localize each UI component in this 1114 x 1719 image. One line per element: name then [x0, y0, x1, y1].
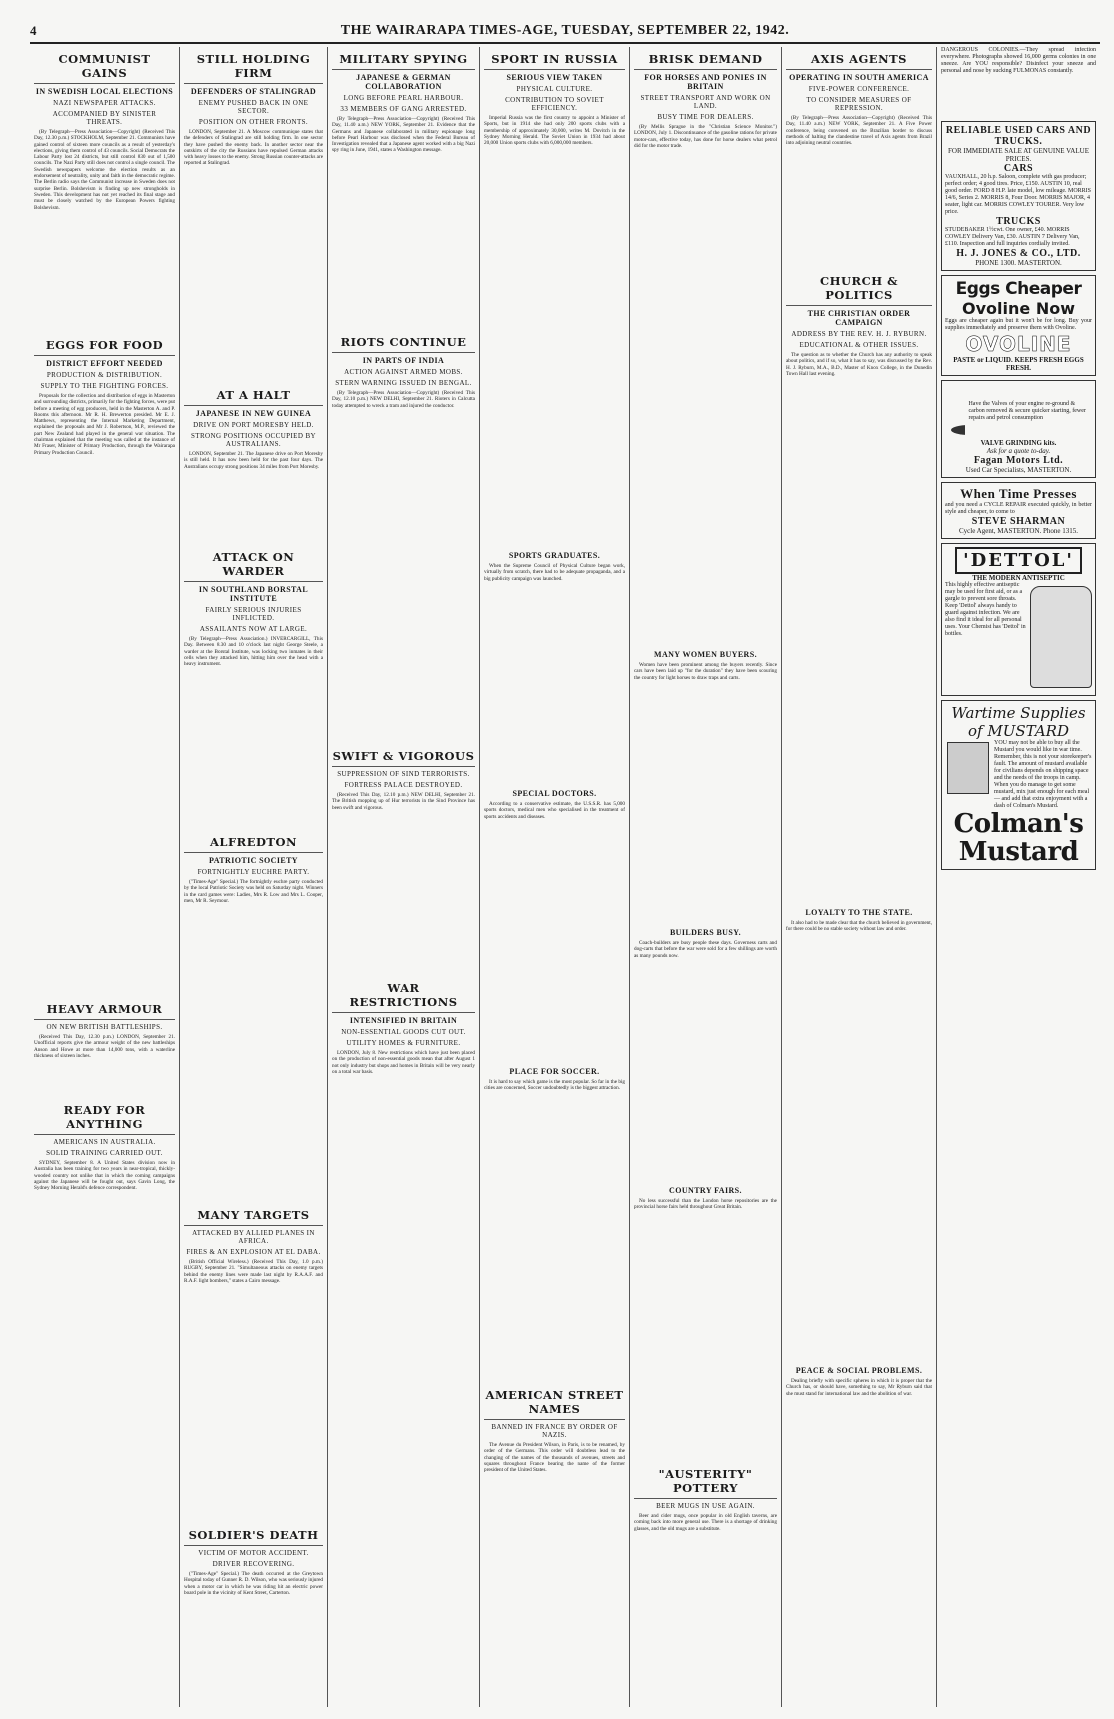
article-military-spying [332, 49, 475, 326]
subhead: SERIOUS VIEW TAKEN [506, 73, 603, 82]
ad-line: Cycle Agent, MASTERTON. Phone 1315. [958, 527, 1079, 535]
section-sports-graduates [484, 551, 625, 783]
article-text: LONDON, September 21. A Moscow communique states that the defenders of Stalingrad are still holding firm. In one sector they have pushed the enemy back. In another sector near the outskirts of the city the Russians have repulsed German attacks with heavy losses to the enemy. Strong Russian counter-attacks are reported at Stalingrad. [184, 129, 323, 167]
article-eggs-for-food [34, 335, 175, 993]
subhead: IN SWEDISH LOCAL ELECTIONS [35, 87, 174, 96]
ad-caption: VALVE GRINDING kits. [980, 439, 1057, 447]
ad-fagan-motors [941, 380, 1096, 478]
subhead: BANNED IN FRANCE BY ORDER OF NAZIS. [491, 1423, 618, 1439]
section-peace-social [786, 1366, 932, 1698]
subhead: BEER MUGS IN USE AGAIN. [656, 1502, 755, 1510]
ad-firm: STEVE SHARMAN [971, 516, 1066, 527]
ad-tagline: THE MODERN ANTISEPTIC [972, 574, 1065, 582]
column-3 [328, 47, 480, 1707]
article-riots-continue [332, 332, 475, 740]
article-text: ("Times-Age" Special.) The death occurred at the Greytown Hospital today of Gunner R. D. Wilson, who was seriously injured when a motor car in which he was riding hit an electric power board pole in the vicinity of Kent Street, Carterton. [184, 1571, 323, 1596]
article-text: Imperial Russia was the first country to appoint a Minister of Sports, but in 1914 she had only 200 sports clubs with a membership of approximately 30,000, writes M. Dovitch in the Sydney Morning Herald. The Soviet Union in 1934 had about 20,000 Union sports clubs with 6,000,000 members. [484, 115, 625, 147]
section-heading: SPORTS GRADUATES. [508, 551, 601, 560]
subhead: 33 MEMBERS OF GANG ARRESTED. [340, 105, 467, 113]
headline: MILITARY SPYING [332, 49, 475, 70]
ad-colmans-mustard [941, 700, 1096, 870]
subhead: THE CHRISTIAN ORDER CAMPAIGN [807, 309, 911, 327]
headline: RIOTS CONTINUE [332, 332, 475, 353]
subhead: PHYSICAL CULTURE. [516, 85, 593, 93]
ad-text: Have the Valves of your engine re-ground & carbon removed & secure quicker starting, fewer repairs and petrol consumption [968, 401, 1086, 421]
article-text: (By Telegraph—Press Association—Copyright) (Received This Day, 12.10 p.m.) NEW DELHI, September 21. Rioters in Calcutta today attempted to wreck a tram and injured the conductor. [332, 390, 475, 409]
ad-dettol [941, 543, 1096, 696]
subhead: IN PARTS OF INDIA [362, 356, 445, 365]
ad-text: This highly effective antiseptic may be used for first aid, or as a gargle to prevent sore throats. Keep 'Dettol' always handy to guard against infection. We are also find it ideal for all personal uses. Your Chemist has 'Dettol' in bottles. [945, 582, 1026, 637]
subhead: BUSY TIME FOR DEALERS. [657, 113, 754, 121]
subhead: TO CONSIDER MEASURES OF REPRESSION. [806, 96, 912, 112]
headline: SOLDIER'S DEATH [184, 1525, 323, 1546]
subhead: DISTRICT EFFORT NEEDED [46, 359, 163, 368]
article-text: (By Telegraph—Press Association—Copyright) (Received This Day, 12.30 p.m.) STOCKHOLM, September 21. Communists have gained control of sixteen more councils as a result of yesterday's elections, giving them control of 43 councils. Social Democrats the Labour Party lost 24 districts, but still control 830 out of 1,500 councils. The Nazi Party still does not control a single council. The Swedish newspapers welcome the election results as an endorsement of neutrality, unity and faith in the democratic regime. The Berlin radio says the Communist increase in Sweden does not surprise Berlin. Bolshevism is finding up new strongholds in Sweden. This development has not yet reached its final stage and must be closely watched by the European Powers fighting Bolshevism. [34, 129, 175, 211]
ad-text: VAUXHALL, 20 h.p. Saloon, complete with gas producer; perfect order; 4 good tires. Price, £150. AUSTIN 10, real good order. FORD 8 H.P. late model, low mileage. MORRIS 14/6, Series 2. MORRIS 8, Four Door. MORRIS MAJOR, 4 seater, light car. MORRIS COWLEY TOURER. Very low price. [945, 174, 1091, 215]
article-axis-agents [786, 49, 932, 265]
article-text: (Received This Day, 12.10 p.m.) NEW DELHI, September 21. The British mopping up of Hur terrorists in the Sind Province has been swift and vigorous. [332, 792, 475, 811]
column-4 [480, 47, 630, 1707]
article-still-holding-firm [184, 49, 323, 379]
headline: ALFREDTON [184, 832, 323, 853]
ad-text: YOU may not be able to buy all the Mustard you would like in war time. Remember, this is not your storekeeper's fault. The amount of mustard available for civilians depends on shipping space and the needs of the troops in camp. When you do manage to get some mustard, mix just enough for each meal — and add that extra enjoyment with a dash of Colman's Mustard. [994, 740, 1092, 809]
ad-firm: H. J. JONES & CO., LTD. [956, 248, 1081, 259]
column-1 [30, 47, 180, 1707]
article-at-a-halt [184, 385, 323, 541]
section-special-doctors [484, 789, 625, 1061]
article-text: SYDNEY, September 8. A United States division now in Australia has been training for two years in near-tropical, thickly-wooded country not unlike that in which the coming campaigns against the Japanese will be fought out, says Gavin Long, the Sydney Morning Herald's defence correspondent. [34, 1160, 175, 1192]
ad-cycle-repair [941, 482, 1096, 539]
subhead: DRIVER RECOVERING. [212, 1560, 295, 1568]
headline: EGGS FOR FOOD [34, 335, 175, 356]
section-many-women-buyers [634, 650, 777, 922]
subhead: EDUCATIONAL & OTHER ISSUES. [799, 341, 919, 349]
ad-headline: Wartime Supplies of MUSTARD [951, 704, 1086, 740]
headline: SWIFT & VIGOROUS [332, 746, 475, 767]
article-alfredton [184, 832, 323, 1199]
headline: "AUSTERITY" POTTERY [634, 1464, 777, 1499]
subhead: INTENSIFIED IN BRITAIN [349, 1016, 458, 1025]
article-text: (By Telegraph—Press Association—Copyright) (Received This Day, 11.40 a.m.) NEW YORK, September 21. Evidence that the Germans and Japanese collaborated in military espionage long before Pearl Harbour was disclosed when the Federal Bureau of Investigation revealed that a Japanese agent worked with a big Nazi spy ring in June, 1941, states a Washington message. [332, 116, 475, 154]
article-text: It is hard to say which game is the most popular. So far in the big cities are concerned, Soccer undoubtedly is the biggest attraction. [484, 1079, 625, 1092]
headline: BRISK DEMAND [634, 49, 777, 70]
subhead: IN SOUTHLAND BORSTAL INSTITUTE [198, 585, 309, 603]
subhead: DRIVE ON PORT MORESBY HELD. [193, 421, 314, 429]
section-builders-busy [634, 928, 777, 1180]
section-heading: PEACE & SOCIAL PROBLEMS. [795, 1366, 923, 1375]
ad-text: and you need a CYCLE REPAIR executed quickly, in better style and cheaper, to come to [945, 502, 1092, 515]
article-swift-vigorous [332, 746, 475, 972]
ad-subtitle: TRUCKS [996, 216, 1041, 227]
subhead: STERN WARNING ISSUED IN BENGAL. [335, 379, 472, 387]
subhead: ON NEW BRITISH BATTLESHIPS. [46, 1023, 163, 1031]
subhead: JAPANESE & GERMAN COLLABORATION [356, 73, 451, 91]
article-many-targets [184, 1205, 323, 1519]
ad-subtitle: CARS [1003, 163, 1034, 174]
ad-line: FOR IMMEDIATE SALE AT GENUINE VALUE PRICES. [948, 147, 1089, 163]
subhead: PRODUCTION & DISTRIBUTION. [46, 371, 163, 379]
ad-line: Ask for a quote to-day. [986, 447, 1051, 455]
headline: CHURCH & POLITICS [786, 271, 932, 306]
subhead: ATTACKED BY ALLIED PLANES IN AFRICA. [192, 1229, 315, 1245]
masthead [30, 20, 1100, 44]
headline: SPORT IN RUSSIA [484, 49, 625, 70]
article-american-street-names [484, 1385, 625, 1707]
section-heading: BUILDERS BUSY. [669, 928, 742, 937]
ad-tagline: PASTE or LIQUID. KEEPS FRESH EGGS FRESH. [953, 356, 1084, 372]
subhead: CONTRIBUTION TO SOVIET EFFICIENCY. [505, 96, 604, 112]
ad-phone: PHONE 1300. MASTERTON. [975, 259, 1062, 267]
article-soldiers-death [184, 1525, 323, 1707]
section-heading: MANY WOMEN BUYERS. [654, 650, 757, 659]
headline: AT A HALT [184, 385, 323, 406]
article-text: According to a conservative estimate, the U.S.S.R. has 5,000 sports doctors, medical men who specialised in the treatment of sports accidents and diseases. [484, 801, 625, 820]
ad-headline: Eggs Cheaper [955, 279, 1082, 299]
column-7-ads [937, 47, 1100, 1707]
ad-firm: Fagan Motors Ltd. [973, 455, 1064, 466]
subhead: FIVE-POWER CONFERENCE. [808, 85, 910, 93]
bottle-icon [1030, 586, 1092, 688]
article-text: (British Official Wireless.) (Received This Day, 1.0 p.m.) RUGBY, September 21. "Simultaneous attacks on enemy targets behind the enemy lines were made last night by R.A.A.F. and R.A.F. light bombers," states a Cairo message. [184, 1259, 323, 1284]
article-text: Proposals for the collection and distribution of eggs in Masterton and surrounding districts, primarily for the fighting forces, were put before a meeting of egg producers, held in the Masterton A. and P. Rooms this afternoon. Mr R. H. Brewerton presided. Mr E. J. Matthews, representing the Internal Marketing Department, explained the proposals and Mr J. Robertson, M.P., reviewed the part New Zealand had played in the general war situation. The chairman explained that the meeting was called at the instance of Mr Fraser, Minister of Primary Production, through the Wairarapa Primary Production Council. [34, 393, 175, 456]
subhead: VICTIM OF MOTOR ACCIDENT. [198, 1549, 309, 1557]
headline: READY FOR ANYTHING [34, 1100, 175, 1135]
article-church-politics [786, 271, 932, 902]
article-text: LONDON, July 8. New restrictions which have just been placed on the production of non-essential goods mean that after August 1 not only industry but shops and homes in Britain will be very nearly on a total war basis. [332, 1050, 475, 1075]
ad-ovoline [941, 275, 1096, 376]
ad-title: RELIABLE USED CARS AND TRUCKS. [945, 125, 1092, 147]
subhead: ADDRESS BY THE REV. H. J. RYBURN. [791, 330, 927, 338]
columns [30, 47, 1100, 1707]
subhead: STREET TRANSPORT AND WORK ON LAND. [640, 94, 771, 110]
subhead: SUPPRESSION OF SIND TERRORISTS. [337, 770, 470, 778]
subhead: OPERATING IN SOUTH AMERICA [789, 73, 929, 82]
section-heading: PLACE FOR SOCCER. [509, 1067, 600, 1076]
ad-headline: Ovoline Now [962, 299, 1075, 318]
headline: ATTACK ON WARDER [184, 547, 323, 582]
mustard-tin-icon [947, 742, 989, 794]
article-text: Women have been prominent among the buyers recently. Since cars have been laid up "for the duration" they have been scouring the country for light horses to draw traps and carts. [634, 662, 777, 681]
ad-text: Eggs are cheaper again but it won't be for long. Buy your supplies immediately and preserve them with Ovoline. [945, 318, 1092, 331]
subhead: ACTION AGAINST ARMED MOBS. [344, 368, 463, 376]
article-heavy-armour [34, 999, 175, 1094]
article-text: The question as to whether the Church has any authority to speak about politics, and if so, what it has to say, was discussed by the Rev. H. J. Ryburn, M.A., B.D., Master of Knox College, in the Dunedin Town Hall last evening. [786, 352, 932, 377]
column-2 [180, 47, 328, 1707]
subhead: LONG BEFORE PEARL HARBOUR. [343, 94, 464, 102]
subhead: SOLID TRAINING CARRIED OUT. [46, 1149, 163, 1157]
subhead: PATRIOTIC SOCIETY [209, 856, 298, 865]
subhead: FORTRESS PALACE DESTROYED. [344, 781, 463, 789]
ad-used-cars [941, 121, 1096, 271]
article-text: Dealing briefly with specific spheres in which it is proper that the Church has, or should have, something to say, Mr Ryburn said that she must stand for international law and the abolition of war. [786, 1378, 932, 1397]
subhead: JAPANESE IN NEW GUINEA [195, 409, 312, 418]
ad-line: Used Car Specialists, MASTERTON. [965, 466, 1072, 474]
subhead: ENEMY PUSHED BACK IN ONE SECTOR. [198, 99, 309, 115]
headline: AXIS AGENTS [786, 49, 932, 70]
article-war-restrictions [332, 978, 475, 1707]
ovoline-logo: OVOLINE [965, 332, 1072, 356]
article-text: (By Mellis Sprague in the "Christian Science Monitor.") LONDON, July 1. Discontinuance of the gasoline rations for private motor-cars, effective today, has done for horse dealers what petrol did for the motor trade. [634, 124, 777, 149]
section-heading: LOYALTY TO THE STATE. [805, 908, 913, 917]
section-heading: COUNTRY FAIRS. [669, 1186, 742, 1195]
section-loyalty-to-state [786, 908, 932, 1360]
article-text: When the Supreme Council of Physical Culture began work, virtually from scratch, there had to be adequate propaganda, and a big publicity campaign was launched. [484, 563, 625, 582]
subhead: SUPPLY TO THE FIGHTING FORCES. [40, 382, 169, 390]
article-text: Coach-builders are busy people these days. Governess carts and dog-carts that before the war were sold for a few shillings are worth as many pounds now. [634, 940, 777, 959]
subhead: AMERICANS IN AUSTRALIA. [53, 1138, 156, 1146]
subhead: ASSAILANTS NOW AT LARGE. [199, 625, 308, 633]
subhead: DEFENDERS OF STALINGRAD [190, 87, 317, 96]
article-attack-on-warder [184, 547, 323, 826]
ad-text: STUDEBAKER 1½cwt. One owner, £40. MORRIS COWLEY Delivery Van, £30. AUSTIN 7 Delivery Van, £110. Inspection and full inquiries cordially invited. [945, 227, 1080, 247]
article-ready-for-anything [34, 1100, 175, 1707]
subhead: FORTNIGHTLY EUCHRE PARTY. [197, 868, 310, 876]
section-place-for-soccer [484, 1067, 625, 1379]
section-heading: SPECIAL DOCTORS. [512, 789, 597, 798]
article-sport-in-russia [484, 49, 625, 545]
classified-notice: DANGEROUS COLONIES.—They spread infection everywhere. Photographs showed 16,000 germs colonies in one sneeze. Are YOU responsible? Disinfect your sneeze and personal and nose by sucking FULMONAS constantly. [941, 47, 1096, 74]
article-text: LONDON, September 21. The Japanese drive on Port Moresby is still held. It has now been held for the past four days. The Australians occupy strong positions 34 miles from Port Moresby. [184, 451, 323, 470]
headline: MANY TARGETS [184, 1205, 323, 1226]
subhead: STRONG POSITIONS OCCUPIED BY AUSTRALIANS. [191, 432, 316, 448]
headline: WAR RESTRICTIONS [332, 978, 475, 1013]
ad-headline: When Time Presses [960, 486, 1077, 501]
article-text: (Received This Day, 12.30 p.m.) LONDON, September 21. Unofficial reports give the armour weight of the new battleships Anson and Howe at more than 14,000 tons, with a waterline thickness of sixteen inches. [34, 1034, 175, 1059]
valve-icon [945, 384, 965, 439]
article-communist-gains [34, 49, 175, 329]
subhead: UTILITY HOMES & FURNITURE. [346, 1039, 461, 1047]
article-text: No less successful than the London horse repositories are the provincial horse fairs held throughout Great Britain. [634, 1198, 777, 1211]
masthead-title: THE WAIRARAPA TIMES-AGE, TUESDAY, SEPTEMBER 22, 1942. [340, 23, 790, 38]
subhead: ACCOMPANIED BY SINISTER THREATS. [52, 110, 157, 126]
section-country-fairs [634, 1186, 777, 1458]
subhead: FOR HORSES AND PONIES IN BRITAIN [644, 73, 767, 91]
column-5 [630, 47, 782, 1707]
headline: AMERICAN STREET NAMES [484, 1385, 625, 1420]
page-number: 4 [30, 23, 37, 38]
article-text: ("Times-Age" Special.) The fortnightly euchre party conducted by the local Patriotic Society was held on Saturday night. Winners in the card games were: Ladies, Mrs R. Low and Mrs L. Cooper, men, Mr R. Seymour. [184, 879, 323, 904]
article-text: (By Telegraph—Press Association.) INVERCARGILL, This Day. Between 8.30 and 10 o'clock last night George Steele, a warder at the Borstal Institute, was locking two inmates in their cells when they attacked him, hitting him over the head with a heavy instrument. [184, 636, 323, 668]
colmans-logo: Colman's Mustard [953, 809, 1084, 867]
subhead: FIRES & AN EXPLOSION AT EL DABA. [186, 1248, 321, 1256]
column-6 [782, 47, 937, 1707]
article-text: The Avenue du President Wilson, in Paris, is to be renamed, by order of the Germans. This order will doubtless lead to the changing of the names of the thousands of avenues, streets and squares throughout France bearing the name of the former president of the United States. [484, 1442, 625, 1474]
subhead: NON-ESSENTIAL GOODS CUT OUT. [341, 1028, 466, 1036]
article-text: It also had to be made clear that the church believed in government, for there could be no stable society without law and order. [786, 920, 932, 933]
headline: HEAVY ARMOUR [34, 999, 175, 1020]
article-austerity-pottery [634, 1464, 777, 1707]
subhead: NAZI NEWSPAPER ATTACKS. [53, 99, 156, 107]
subhead: FAIRLY SERIOUS INJURIES INFLICTED. [205, 606, 302, 622]
article-text: (By Telegraph—Press Association—Copyright) (Received This Day, 11.40 a.m.) NEW YORK, September 21. A Five Power conference, being convened on the Brazilian border to discuss methods of halting the clandestine travel of Axis agents from Brazil into adjoining neutral countries. [786, 115, 932, 147]
article-text: Beer and cider mugs, once popular in old English taverns, are coming back into more general use. There is a shortage of drinking glasses, and the old mugs are a substitute. [634, 1513, 777, 1532]
dettol-logo: 'DETTOL' [955, 547, 1082, 574]
headline: STILL HOLDING FIRM [184, 49, 323, 84]
subhead: POSITION ON OTHER FRONTS. [198, 118, 309, 126]
headline: COMMUNIST GAINS [34, 49, 175, 84]
article-brisk-demand [634, 49, 777, 644]
